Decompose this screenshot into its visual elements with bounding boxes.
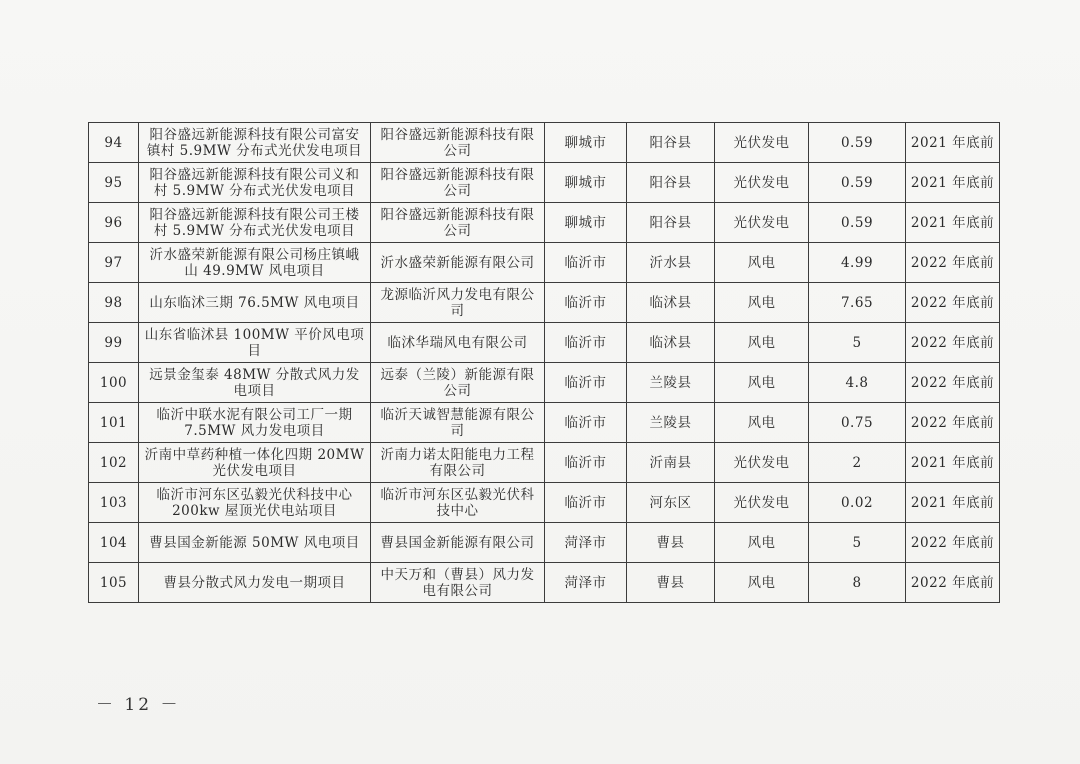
city: 菏泽市: [545, 563, 627, 603]
county: 兰陵县: [627, 363, 715, 403]
county: 阳谷县: [627, 123, 715, 163]
project-table: [88, 122, 1000, 603]
completion-date: 2022 年底前: [906, 403, 1000, 443]
table-row: [89, 523, 1000, 563]
row-number: 99: [89, 323, 139, 363]
row-number: 103: [89, 483, 139, 523]
project-name: 临沂中联水泥有限公司工厂一期 7.5MW 风力发电项目: [139, 403, 371, 443]
page-number: － 12 －: [96, 695, 181, 715]
row-number: 98: [89, 283, 139, 323]
completion-date: 2022 年底前: [906, 283, 1000, 323]
county: 兰陵县: [627, 403, 715, 443]
project-owner: 临沂市河东区弘毅光伏科技中心: [371, 483, 545, 523]
project-owner: 阳谷盛远新能源科技有限公司: [371, 203, 545, 243]
completion-date: 2022 年底前: [906, 563, 1000, 603]
capacity: 5: [809, 323, 906, 363]
row-number: 97: [89, 243, 139, 283]
project-owner: 临沭华瑞风电有限公司: [371, 323, 545, 363]
project-owner: 阳谷盛远新能源科技有限公司: [371, 123, 545, 163]
project-name: 阳谷盛远新能源科技有限公司王楼村 5.9MW 分布式光伏发电项目: [139, 203, 371, 243]
table-row: [89, 563, 1000, 603]
project-name: 阳谷盛远新能源科技有限公司义和村 5.9MW 分布式光伏发电项目: [139, 163, 371, 203]
project-owner: 龙源临沂风力发电有限公司: [371, 283, 545, 323]
city: 菏泽市: [545, 523, 627, 563]
project-owner: 阳谷盛远新能源科技有限公司: [371, 163, 545, 203]
project-name: 山东临沭三期 76.5MW 风电项目: [139, 283, 371, 323]
city: 临沂市: [545, 483, 627, 523]
project-name: 沂南中草药种植一体化四期 20MW 光伏发电项目: [139, 443, 371, 483]
county: 曹县: [627, 523, 715, 563]
city: 临沂市: [545, 323, 627, 363]
capacity: 7.65: [809, 283, 906, 323]
city: 聊城市: [545, 203, 627, 243]
project-name: 沂水盛荣新能源有限公司杨庄镇峨山 49.9MW 风电项目: [139, 243, 371, 283]
row-number: 104: [89, 523, 139, 563]
table-row: [89, 283, 1000, 323]
energy-type: 风电: [715, 323, 809, 363]
row-number: 95: [89, 163, 139, 203]
capacity: 0.59: [809, 163, 906, 203]
energy-type: 风电: [715, 403, 809, 443]
table-row: [89, 403, 1000, 443]
completion-date: 2021 年底前: [906, 123, 1000, 163]
project-owner: 曹县国金新能源有限公司: [371, 523, 545, 563]
energy-type: 光伏发电: [715, 443, 809, 483]
city: 临沂市: [545, 363, 627, 403]
completion-date: 2022 年底前: [906, 323, 1000, 363]
county: 沂水县: [627, 243, 715, 283]
table-row: [89, 363, 1000, 403]
energy-type: 风电: [715, 563, 809, 603]
city: 临沂市: [545, 283, 627, 323]
table-row: [89, 243, 1000, 283]
energy-type: 光伏发电: [715, 163, 809, 203]
row-number: 105: [89, 563, 139, 603]
county: 临沭县: [627, 283, 715, 323]
completion-date: 2021 年底前: [906, 443, 1000, 483]
capacity: 0.02: [809, 483, 906, 523]
county: 临沭县: [627, 323, 715, 363]
completion-date: 2022 年底前: [906, 363, 1000, 403]
table-row: [89, 443, 1000, 483]
city: 临沂市: [545, 243, 627, 283]
city: 临沂市: [545, 403, 627, 443]
county: 阳谷县: [627, 203, 715, 243]
project-name: 临沂市河东区弘毅光伏科技中心 200kw 屋顶光伏电站项目: [139, 483, 371, 523]
project-name: 曹县分散式风力发电一期项目: [139, 563, 371, 603]
county: 河东区: [627, 483, 715, 523]
completion-date: 2022 年底前: [906, 523, 1000, 563]
capacity: 0.59: [809, 123, 906, 163]
capacity: 8: [809, 563, 906, 603]
city: 临沂市: [545, 443, 627, 483]
row-number: 96: [89, 203, 139, 243]
table-row: [89, 123, 1000, 163]
capacity: 4.99: [809, 243, 906, 283]
capacity: 0.59: [809, 203, 906, 243]
energy-type: 光伏发电: [715, 203, 809, 243]
table-row: [89, 323, 1000, 363]
energy-type: 风电: [715, 243, 809, 283]
completion-date: 2021 年底前: [906, 203, 1000, 243]
county: 阳谷县: [627, 163, 715, 203]
project-name: 曹县国金新能源 50MW 风电项目: [139, 523, 371, 563]
county: 曹县: [627, 563, 715, 603]
row-number: 100: [89, 363, 139, 403]
project-owner: 沂南力诺太阳能电力工程有限公司: [371, 443, 545, 483]
table-row: [89, 483, 1000, 523]
completion-date: 2021 年底前: [906, 163, 1000, 203]
county: 沂南县: [627, 443, 715, 483]
energy-type: 光伏发电: [715, 123, 809, 163]
capacity: 5: [809, 523, 906, 563]
row-number: 94: [89, 123, 139, 163]
row-number: 102: [89, 443, 139, 483]
energy-type: 风电: [715, 283, 809, 323]
completion-date: 2021 年底前: [906, 483, 1000, 523]
energy-type: 风电: [715, 523, 809, 563]
table-row: [89, 203, 1000, 243]
table-row: [89, 163, 1000, 203]
project-owner: 中天万和（曹县）风力发电有限公司: [371, 563, 545, 603]
capacity: 4.8: [809, 363, 906, 403]
row-number: 101: [89, 403, 139, 443]
capacity: 2: [809, 443, 906, 483]
project-name: 阳谷盛远新能源科技有限公司富安镇村 5.9MW 分布式光伏发电项目: [139, 123, 371, 163]
city: 聊城市: [545, 123, 627, 163]
completion-date: 2022 年底前: [906, 243, 1000, 283]
capacity: 0.75: [809, 403, 906, 443]
project-owner: 远泰（兰陵）新能源有限公司: [371, 363, 545, 403]
project-owner: 临沂天诚智慧能源有限公司: [371, 403, 545, 443]
energy-type: 风电: [715, 363, 809, 403]
project-name: 山东省临沭县 100MW 平价风电项目: [139, 323, 371, 363]
project-owner: 沂水盛荣新能源有限公司: [371, 243, 545, 283]
city: 聊城市: [545, 163, 627, 203]
energy-type: 光伏发电: [715, 483, 809, 523]
project-name: 远景金玺泰 48MW 分散式风力发电项目: [139, 363, 371, 403]
